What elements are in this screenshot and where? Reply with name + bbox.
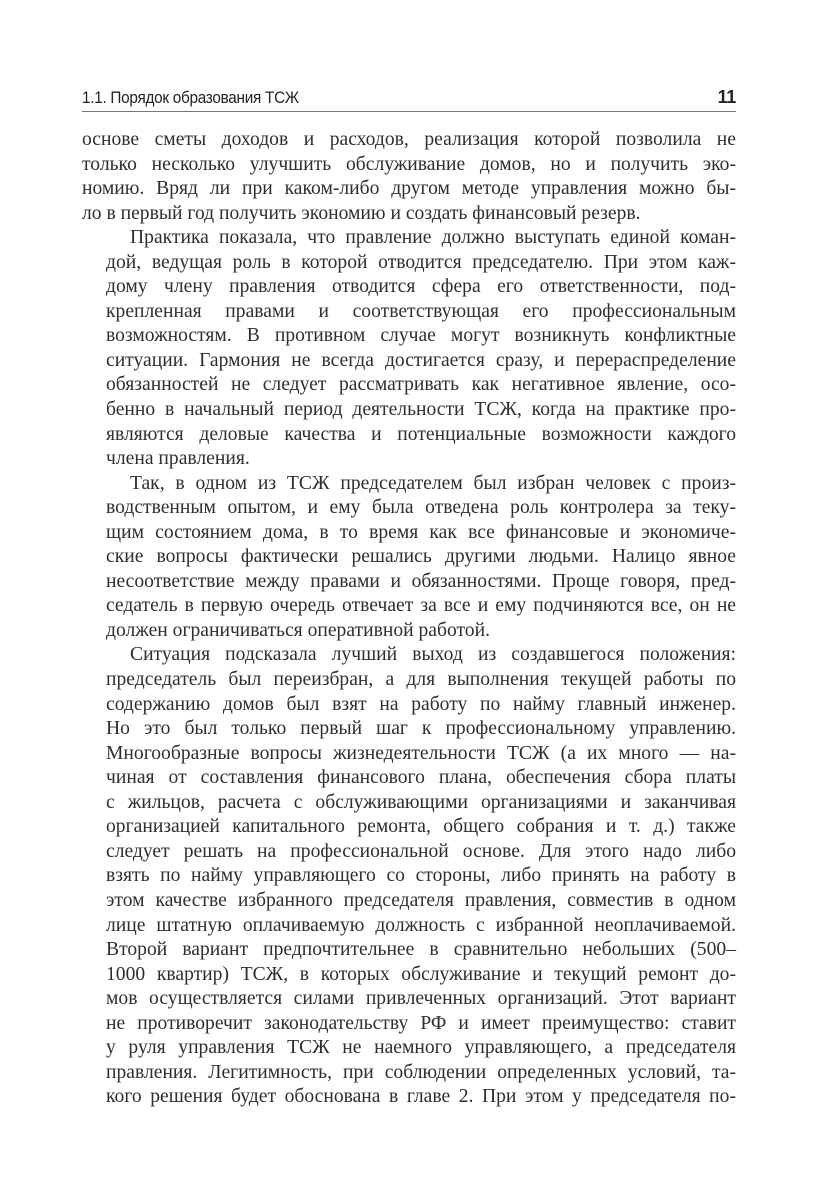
text-line: основе сметы доходов и расходов, реализация которой позволила не <box>82 129 736 150</box>
text-line: только несколько улучшить обслуживание домов, но и получить эко- <box>82 153 736 175</box>
page-number: 11 <box>717 87 736 107</box>
text-line: являются деловые качества и потенциальные возможности каждого <box>106 423 736 445</box>
section-title: 1.1. Порядок образования ТСЖ <box>82 88 299 107</box>
text-line: лице штатную оплачиваемую должность с избранной неоплачиваемой. <box>106 914 736 936</box>
text-line: Но это был только первый шаг к профессиональному управлению. <box>106 718 736 740</box>
book-page <box>82 84 736 1110</box>
text-line: организацией капитального ремонта, общего собрания и т. д.) также <box>106 816 736 838</box>
text-line: у руля управления ТСЖ не наемного управляющего, а председателя <box>106 1037 736 1059</box>
text-line: Так, в одном из ТСЖ председателем был избран человек с произ- <box>130 472 736 494</box>
paragraph <box>82 128 736 226</box>
text-line: должен ограничиваться оперативной работой. <box>106 619 490 641</box>
text-line: следует решать на профессиональной основе. Для этого надо либо <box>106 840 736 862</box>
text-line: члена правления. <box>106 448 250 470</box>
text-line: Практика показала, что правление должно выступать единой коман- <box>130 227 736 249</box>
paragraph <box>82 472 736 644</box>
text-line: несоответствие между правами и обязанностями. Проще говоря, пред- <box>106 570 736 592</box>
text-line: водственным опытом, и ему была отведена роль контролера за теку- <box>106 497 736 519</box>
text-line: правления. Легитимность, при соблюдении определенных условий, та- <box>106 1061 736 1083</box>
text-line: взять по найму управляющего со стороны, либо принять на работу в <box>106 865 736 887</box>
body-text <box>82 128 736 1110</box>
text-line: щим состоянием дома, в то время как все финансовые и экономиче- <box>106 521 736 543</box>
running-header <box>82 84 736 112</box>
text-line: дому члену правления отводится сфера его ответственности, под- <box>106 276 736 298</box>
text-line: содержанию домов был взят на работу по найму главный инженер. <box>106 693 736 715</box>
text-line: ситуации. Гармония не всегда достигается сразу, и перераспределение <box>106 349 736 371</box>
text-line: Второй вариант предпочтительнее в сравнительно небольших (500– <box>106 939 736 961</box>
text-line: ские вопросы фактически решались другими людьми. Налицо явное <box>106 546 736 568</box>
text-line: чиная от составления финансового плана, обеспечения сбора платы <box>106 767 736 789</box>
text-line: мов осуществляется силами привлеченных организаций. Этот вариант <box>106 988 736 1010</box>
text-line: номию. Вряд ли при каком-либо другом методе управления можно бы- <box>82 178 736 200</box>
text-line: не противоречит законодательству РФ и имеет преимущество: ставит <box>106 1012 736 1034</box>
text-line: с жильцов, расчета с обслуживающими организациями и заканчивая <box>106 791 736 813</box>
paragraph <box>82 226 736 471</box>
text-line: обязанностей не следует рассматривать как негативное явление, осо- <box>106 374 736 396</box>
text-line: крепленная правами и соответствующая его профессиональным <box>106 300 736 322</box>
text-line: этом качестве избранного председателя правления, совместив в одном <box>106 889 736 911</box>
text-line: Ситуация подсказала лучший выход из создавшегося положения: <box>130 644 736 666</box>
text-line: ло в первый год получить экономию и создать финансовый резерв. <box>82 202 641 224</box>
paragraph <box>82 643 736 1109</box>
text-line: седатель в первую очередь отвечает за все и ему подчиняются все, он не <box>106 595 736 617</box>
text-line: председатель был переизбран, а для выполнения текущей работы по <box>106 669 736 691</box>
text-line: возможностям. В противном случае могут возникнуть конфликтные <box>106 325 736 347</box>
text-line: Многообразные вопросы жизнедеятельности ТСЖ (а их много — на- <box>106 742 736 764</box>
text-line: 1000 квартир) ТСЖ, в которых обслуживание и текущий ремонт до- <box>106 963 736 985</box>
text-line: кого решения будет обоснована в главе 2. При этом у председателя по- <box>106 1086 736 1108</box>
text-line: бенно в начальный период деятельности ТСЖ, когда на практике про- <box>106 399 736 421</box>
text-line: дой, ведущая роль в которой отводится председателю. При этом каж- <box>106 251 736 273</box>
